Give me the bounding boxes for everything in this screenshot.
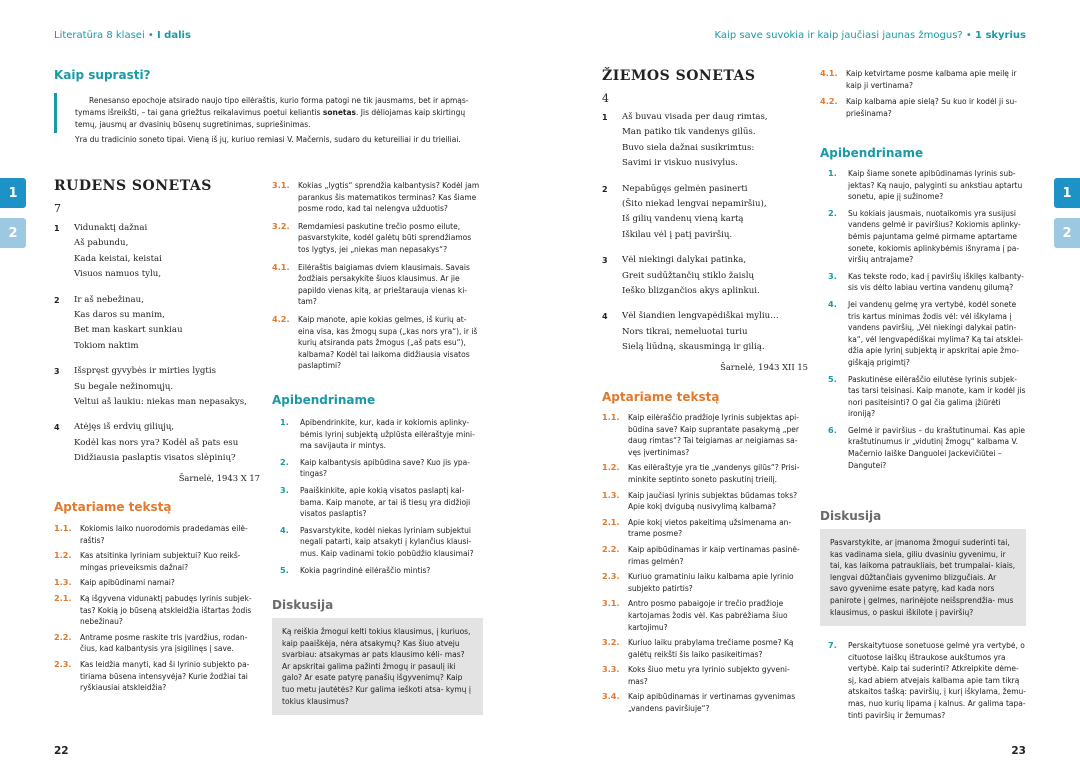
question-item bbox=[602, 412, 809, 458]
poem-ziemos bbox=[602, 68, 822, 372]
question-item bbox=[280, 525, 482, 560]
question-text: Kas atsitinka lyriniam subjektui? Kuo reikš- mingas prieveiksmis dažnai? bbox=[80, 551, 241, 572]
question-number: 6. bbox=[828, 424, 837, 435]
question-item bbox=[828, 640, 1026, 721]
question-text: Kaip apibūdinami namai? bbox=[80, 578, 175, 588]
question-item bbox=[602, 462, 809, 485]
question-number: 1.2. bbox=[54, 550, 72, 561]
section-heading-diskusija: Diskusija bbox=[272, 598, 334, 612]
question-text: Kas eilėraštyje yra tie „vandenys gilūs“? Prisi- minkite septinto soneto paskutinį trieilį. bbox=[628, 463, 800, 484]
question-number: 2.2. bbox=[602, 543, 620, 554]
question-item bbox=[820, 96, 1026, 119]
question-text: Su kokiais jausmais, nuotaikomis yra susijusi vandens gelmė ir paviršius? Kokiomis aplinky- bėmis pajuntama gelmė pirmame aptartame sonete, kokiomis aplinkybėmis išnyrama į pa- viršių antrajame? bbox=[848, 208, 1021, 265]
stanza bbox=[54, 221, 254, 283]
summary-questions bbox=[828, 168, 1026, 476]
poem-line: Visuos namuos tylu, bbox=[74, 269, 162, 280]
question-item bbox=[272, 314, 482, 372]
stanza bbox=[602, 110, 822, 172]
question-number: 3. bbox=[280, 484, 289, 495]
question-text: Kaip apibūdinamas ir vertinamas gyvenimas „vandens paviršiuje“? bbox=[628, 692, 796, 714]
question-text: Kuriuo laiku prabylama trečiame posme? Ką galėtų reikšti šis laiko pasikeitimas? bbox=[628, 638, 794, 659]
question-text: Pasvarstykite, kodėl niekas lyriniam subjektui negali patarti, kaip atsakyti į kylančius klausi- mus. Kaip vadinami tokio pobūdžio klausimai? bbox=[300, 525, 474, 558]
question-item bbox=[272, 221, 482, 256]
poem-line: Aš buvau visada per daug rimtas, bbox=[622, 112, 768, 122]
chapter-label: 1 skyrius bbox=[975, 30, 1026, 41]
section-heading-apibendriname: Apibendriname bbox=[272, 393, 376, 407]
section-heading-kaip-suprasti: Kaip suprasti? bbox=[54, 68, 151, 82]
question-item bbox=[602, 490, 809, 513]
poem-line: Tokiom naktim bbox=[74, 340, 139, 351]
stanza-number: 1 bbox=[54, 224, 60, 233]
question-number: 3.4. bbox=[602, 691, 620, 702]
question-number: 3. bbox=[828, 270, 837, 281]
question-item bbox=[54, 632, 262, 655]
question-item bbox=[602, 544, 809, 567]
poem-line: Ieško blizgančios akys aplinkui. bbox=[622, 286, 760, 297]
poem-line: Vėl šiandien lengvapėdiškai myliu… bbox=[622, 311, 779, 322]
discussion-box: Ką reiškia žmogui kelti tokius klausimus, į kuriuos, kaip paaiškėja, nėra atsakymų? Kas šiuo atveju svarbiau: atsakymas ar pats klausimo kėli- mas? Ar apskritai galima pažinti žmogų ir pasaulį iki galo? Ar esate patyrę panašių išgyvenimų? Kaip tuo metu jautėtės? Kur galima ieškoti atsa- kymų į tokius klausimus? bbox=[272, 618, 483, 715]
question-number: 2.1. bbox=[54, 592, 72, 603]
question-number: 5. bbox=[280, 564, 289, 575]
question-text: Paskutinėse eilėraščio eilutėse lyrinis subjek- tas tarsi teisinasi. Kaip manote, kam ir kodėl jis nori pasiteisinti? O gal čia galima įžiūrėti ironiją? bbox=[848, 374, 1026, 419]
question-item bbox=[272, 180, 482, 215]
stanza bbox=[602, 182, 822, 244]
poem-rudens bbox=[54, 178, 260, 483]
question-text: Kokias „lygtis“ sprendžia kalbantysis? Kodėl jam parankus šis matematikos terminas? Kas šiame posme rodo, kad tai nelengva užduotis? bbox=[298, 181, 480, 214]
stanza-number: 4 bbox=[602, 312, 608, 322]
question-item bbox=[828, 271, 1026, 294]
poem-line: Bet man kaskart sunkiau bbox=[74, 325, 183, 336]
poem-line: Sielą liūdną, skausmingą ir gilią. bbox=[622, 342, 765, 353]
question-number: 4. bbox=[280, 524, 289, 535]
question-7 bbox=[828, 640, 1026, 726]
stanza-number: 2 bbox=[54, 295, 60, 305]
question-number: 7. bbox=[828, 640, 837, 650]
stanza bbox=[54, 420, 254, 466]
question-text: Kaip ketvirtame posme kalbama apie meilę ir kaip ji vertinama? bbox=[846, 69, 1017, 90]
question-text: Antrame posme raskite tris įvardžius, rodan- čius, kad kalbantysis yra įsigilinęs į save. bbox=[80, 632, 248, 654]
question-text: Kaip šiame sonete apibūdinamas lyrinis sub- jektas? Ką naujo, palyginti su ankstiau aptartu sonetu, apie jį sužinome? bbox=[848, 169, 1023, 202]
poem-line: Su begale nežinomųjų. bbox=[74, 381, 174, 392]
poem-line: Iškilau vėl į patį paviršių. bbox=[622, 229, 733, 240]
stanza-number: 4 bbox=[54, 423, 60, 433]
poem-signature: Šarnelė, 1943 XII 15 bbox=[720, 361, 808, 372]
question-item bbox=[280, 485, 482, 520]
question-text: Kas tekste rodo, kad į paviršių iškilęs kalbanty- sis vis dėlto labiau vertina vandenų gilumą? bbox=[848, 271, 1024, 293]
question-text: Perskaitytuose sonetuose gelmė yra vertybė, o cituotose laiškų ištraukose aukštumos yra vertybė. Kaip tai suderinti? Atkreipkite dėme- sį, kad abiem atvejais kalbama apie tam tikrą atskaitos tašką: paviršių, į kurį iškylama, žemu- mas, nuo kurių lipama į kalnus. Ar galima tapa- tinti paviršių ir žemumas? bbox=[848, 641, 1026, 720]
question-number: 4. bbox=[828, 298, 837, 309]
poem-line: Iš gilių vandenų vieną kartą bbox=[622, 214, 744, 225]
section-heading-diskusija: Diskusija bbox=[820, 509, 882, 523]
questions-column-2 bbox=[272, 180, 482, 378]
question-item bbox=[828, 374, 1026, 420]
question-number: 1. bbox=[828, 168, 837, 178]
question-number: 1. bbox=[280, 417, 289, 427]
question-number: 1.1. bbox=[54, 523, 72, 533]
intro-bold: sonetas bbox=[322, 107, 357, 117]
question-item bbox=[54, 577, 262, 589]
chapter-question-title: Kaip save suvokia ir kaip jaučiasi jaunas žmogus? bbox=[714, 30, 963, 41]
question-text: Paaiškinkite, apie kokią visatos paslaptį kal- bama. Kaip manote, ar tai iš tiesų yra didžioji visatos paslaptis? bbox=[300, 485, 471, 519]
question-number: 3.2. bbox=[602, 637, 620, 648]
question-number: 2.3. bbox=[602, 571, 620, 582]
question-text: Apie kokį vietos pakeitimą užsimenama an- trame posme? bbox=[628, 517, 792, 539]
poem-line: Nors tikrai, nemeluotai turiu bbox=[622, 326, 748, 337]
poem-line: Buvo siela dažnai susikrimtus: bbox=[622, 142, 755, 153]
question-number: 1.3. bbox=[602, 489, 620, 500]
stanza-number: 1 bbox=[602, 113, 608, 122]
section-heading-apibendriname: Apibendriname bbox=[820, 146, 924, 160]
question-number: 1.3. bbox=[54, 577, 72, 588]
question-text: Ką išgyvena vidunaktį pabudęs lyrinis subjek- tas? Kokią jo būseną atskleidžia ištartas žodis nebežinau? bbox=[80, 593, 252, 627]
question-text: Eilėraštis baigiamas dviem klausimais. Savais žodžiais persakykite šiuos klausimus. Ar jie papildo vienas kitą, ar prieštarauja vienas ki- tam? bbox=[298, 262, 470, 307]
question-number: 2.1. bbox=[602, 516, 620, 527]
question-number: 3.3. bbox=[602, 664, 620, 675]
stanza-number: 3 bbox=[602, 256, 608, 266]
question-number: 3.2. bbox=[272, 220, 290, 231]
poem-title: RUDENS SONETAS bbox=[54, 178, 212, 194]
question-item bbox=[54, 659, 262, 694]
question-item bbox=[828, 425, 1026, 471]
question-text: Kokia pagrindinė eilėraščio mintis? bbox=[300, 565, 431, 575]
question-item bbox=[602, 637, 809, 660]
question-item bbox=[828, 208, 1026, 266]
discussion-questions bbox=[602, 412, 809, 719]
question-item bbox=[602, 691, 809, 714]
poem-line: Vėl niekingi dalykai patinka, bbox=[622, 255, 747, 266]
question-item bbox=[54, 550, 262, 573]
poem-signature: Šarnelė, 1943 X 17 bbox=[178, 472, 260, 483]
discussion-questions bbox=[54, 523, 262, 698]
question-number: 1.2. bbox=[602, 462, 620, 473]
book-part: I dalis bbox=[156, 30, 191, 41]
question-number: 2. bbox=[280, 456, 289, 467]
question-item bbox=[820, 68, 1026, 91]
intro-paragraph bbox=[54, 93, 488, 133]
poem-line: Aš pabundu, bbox=[74, 238, 129, 249]
question-text: Kuriuo gramatiniu laiku kalbama apie lyrinio subjekto patirtis? bbox=[628, 572, 794, 593]
question-text: Kaip jaučiasi lyrinis subjektas būdamas toks? Apie kokį dvigubą nusivylimą kalbama? bbox=[628, 490, 798, 512]
question-item bbox=[828, 299, 1026, 369]
poem-line: Kodėl kas nors yra? Kodėl aš pats esu bbox=[74, 437, 239, 448]
intro-paragraph-2: Yra du tradicinio soneto tipai. Vieną iš jų, kuriuo remiasi V. Mačernis, sudaro du ketureiliai ir du trieiliai. bbox=[75, 135, 461, 144]
poem-line: Savimi ir viskuo nusivylus. bbox=[622, 158, 738, 169]
question-item bbox=[602, 517, 809, 540]
stanza-number: 2 bbox=[602, 184, 608, 194]
question-text: Kas leidžia manyti, kad ši lyrinio subjekto pa- tiriama būsena intensyvėja? Kurie žodžiai tai ryškiausiai atskleidžia? bbox=[80, 659, 250, 693]
page-number-right: 23 bbox=[1011, 745, 1026, 757]
question-item bbox=[602, 571, 809, 594]
poem-line: Greit sudūžtančių stiklo žaislų bbox=[622, 270, 755, 281]
running-head-right: Kaip save suvokia ir kaip jaučiasi jaunas žmogus? • 1 skyrius bbox=[714, 30, 1026, 41]
stanza bbox=[602, 309, 822, 355]
question-text: Koks šiuo metu yra lyrinio subjekto gyveni- mas? bbox=[628, 665, 790, 686]
questions-column-2 bbox=[820, 68, 1026, 124]
poem-line: Vidunaktį dažnai bbox=[74, 223, 148, 233]
chapter-tab-1-right[interactable]: 1 bbox=[1054, 178, 1080, 208]
question-text: Gelmė ir paviršius – du kraštutinumai. Kas apie kraštutinumus ir „vidutinį žmogų“ kalbama V. Mačernio laiške Danguolei Jackevičiūtei – Dangutei? bbox=[848, 425, 1026, 470]
question-number: 1.1. bbox=[602, 412, 620, 422]
chapter-tab-2-right[interactable]: 2 bbox=[1054, 218, 1080, 248]
question-text: Apibendrinkite, kur, kada ir kokiomis aplinky- bėmis lyrinį subjektą užplūsta eilėraštyje mini- ma savijauta ir mintys. bbox=[300, 418, 475, 451]
poem-stanzas bbox=[54, 221, 254, 467]
question-item bbox=[54, 593, 262, 628]
question-number: 4.1. bbox=[820, 68, 838, 78]
question-number: 2.3. bbox=[54, 658, 72, 669]
chapter-tab-2-left[interactable]: 2 bbox=[0, 218, 26, 248]
question-item bbox=[602, 598, 809, 633]
poem-title: ŽIEMOS SONETAS bbox=[602, 68, 756, 84]
question-text: Kaip kalbama apie sielą? Su kuo ir kodėl ji su- priešinama? bbox=[846, 97, 1017, 118]
poem-line: Didžiausia paslaptis visatos slėpinių? bbox=[74, 453, 236, 464]
poem-line: Man patiko tik vandenys gilūs. bbox=[622, 127, 756, 138]
question-item bbox=[280, 565, 482, 577]
question-text: Kaip eilėraščio pradžioje lyrinis subjektas api- būdina save? Kaip suprantate pasakymą „per daug rimtas“? Tai teigiamas ar neigiamas sa- vęs įvertinimas? bbox=[628, 413, 799, 457]
question-item bbox=[828, 168, 1026, 203]
question-text: Remdamiesi paskutine trečio posmo eilute, pasvarstykite, kodėl galėtų būti sprendžiamos tos lygtys, jei „niekas man nepasakys“? bbox=[298, 221, 472, 254]
page-number-left: 22 bbox=[54, 745, 69, 757]
question-number: 4.1. bbox=[272, 261, 290, 272]
question-number: 4.2. bbox=[272, 313, 290, 324]
intro-text-1: Renesanso epochoje atsirado naujo tipo eilėraštis, kurio forma patogi ne tik jausmams, bet ir apmąs- tymams išreikšti, – tai gana griežtus reikalavimus poetui keliantis bbox=[75, 96, 469, 117]
question-item bbox=[280, 457, 482, 480]
question-text: Jei vandenų gelmę yra vertybė, kodėl sonete tris kartus minimas žodis vėl: vėl iškylama į vandens paviršių, „Vėl niekingi dalykai patin- ka“, vėl lengvapėdiškai mylima? Ką tai atsklei- džia apie lyrinį subjektą ir apskritai apie žmo- giškąją prigimtį? bbox=[848, 299, 1023, 367]
summary-questions bbox=[280, 417, 482, 581]
section-heading-aptariame: Aptariame tekstą bbox=[602, 390, 720, 404]
section-heading-aptariame: Aptariame tekstą bbox=[54, 500, 172, 514]
question-item bbox=[602, 664, 809, 687]
poem-stanzas bbox=[602, 110, 822, 356]
question-text: Kaip manote, apie kokias gelmes, iš kurių at- eina visa, kas žmogų supa („kas nors yra“), ir iš kurių atsiranda pats žmogus („aš pats esu“), kalbama? Kodėl tai laikoma didžiausia visatos paslaptimi? bbox=[298, 314, 478, 371]
poem-line: Veltui aš laukiu: niekas man nepasakys, bbox=[74, 397, 247, 408]
discussion-box: Pasvarstykite, ar įmanoma žmogui suderinti tai, kas vadinama siela, giliu dvasiniu gyvenimu, ir tai, kas laikoma patraukliais, bet trumpalai- kiais, lengvai dūžtančiais gyvenimo blizgučiais. Ar savo gyvenime esate patyrę, kad kada nors panirote į gelmes, narinėjote neišsprendžia- mus klausimus, o paskui iškilote į paviršių? bbox=[820, 529, 1026, 626]
question-number: 4.2. bbox=[820, 96, 838, 107]
question-text: Kokiomis laiko nuorodomis pradedamas eilė- raštis? bbox=[80, 524, 248, 545]
poem-line: Kada keistai, keistai bbox=[74, 253, 162, 264]
question-item bbox=[54, 523, 262, 546]
poem-line: Nepabūgęs gelmėn pasinerti bbox=[622, 183, 748, 194]
question-text: Kaip kalbantysis apibūdina save? Kuo jis ypa- tingas? bbox=[300, 457, 470, 479]
question-item bbox=[280, 417, 482, 452]
question-item bbox=[272, 262, 482, 308]
question-number: 3.1. bbox=[602, 598, 620, 609]
chapter-tab-1-left[interactable]: 1 bbox=[0, 178, 26, 208]
poem-line: (Šito niekad lengvai nepamiršiu), bbox=[622, 199, 767, 210]
poem-number: 7 bbox=[54, 202, 61, 215]
poem-line: Atėjęs iš erdvių giliųjų, bbox=[74, 422, 175, 433]
intro-text-2: . Jis dėliojamas kaip skirtingų temų, jausmų ar dvasinių būsenų sugretinimas, supriešinimas. bbox=[75, 107, 466, 129]
poem-line: Ir aš nebežinau, bbox=[74, 294, 144, 305]
question-number: 3.1. bbox=[272, 180, 290, 190]
right-page bbox=[540, 0, 1080, 783]
poem-line: Išspręst gyvybės ir mirties lygtis bbox=[74, 366, 217, 377]
running-head-left: Literatūra 8 klasei • I dalis bbox=[54, 30, 191, 41]
question-number: 2.2. bbox=[54, 631, 72, 642]
stanza-number: 3 bbox=[54, 367, 60, 377]
question-text: Kaip apibūdinamas ir kaip vertinamas pasinė- rimas gelmėn? bbox=[628, 544, 800, 566]
stanza bbox=[54, 293, 254, 355]
poem-number: 4 bbox=[602, 92, 609, 105]
stanza bbox=[602, 253, 822, 299]
question-number: 5. bbox=[828, 373, 837, 384]
question-text: Antro posmo pabaigoje ir trečio pradžioje kartojamas žodis vėl. Kas pabrėžiama šiuo kartojimu? bbox=[628, 599, 788, 632]
question-number: 2. bbox=[828, 207, 837, 218]
stanza bbox=[54, 364, 254, 410]
poem-line: Kas daros su manim, bbox=[74, 310, 165, 321]
book-title: Literatūra 8 klasei bbox=[54, 30, 145, 41]
